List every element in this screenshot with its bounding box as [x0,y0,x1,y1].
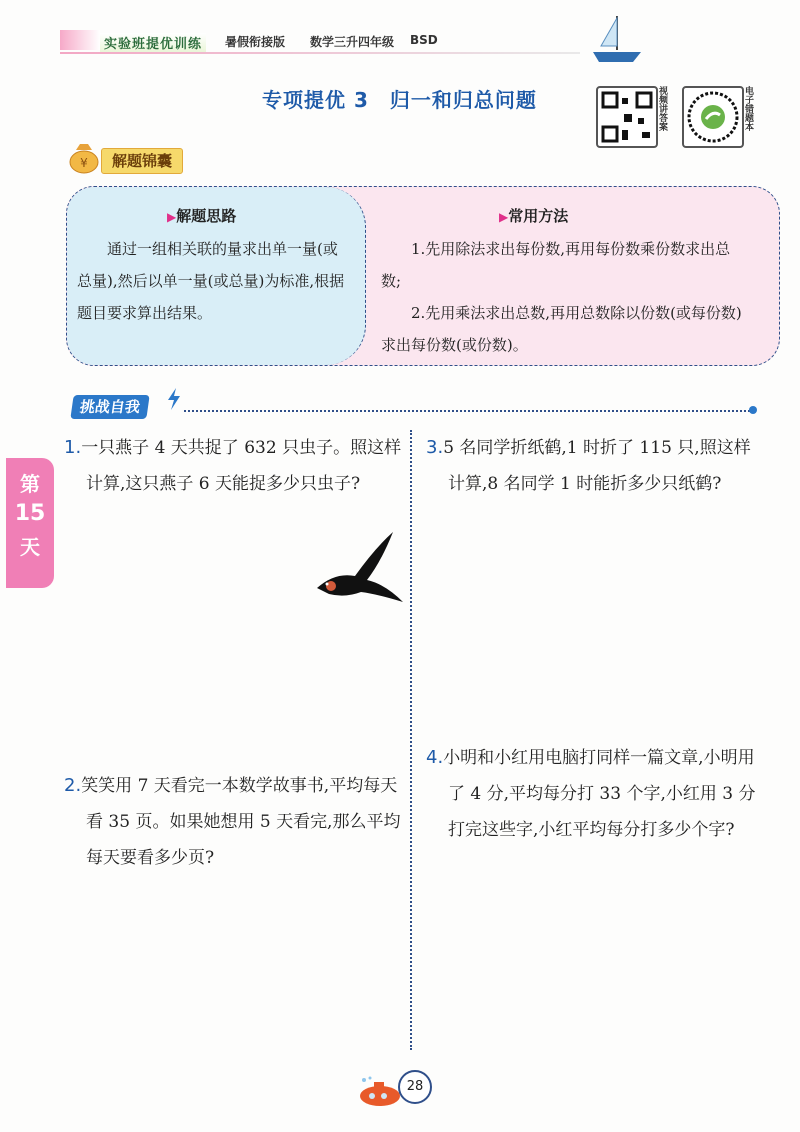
book-publisher: BSD [410,33,438,47]
book-edition: 暑假衔接版 [225,35,286,49]
tips-method-2: 2.先用乘法求出总数,再用总数除以份数(或每份数)求出每份数(或份数)。 [381,304,742,354]
question-text: 一只燕子 4 天共捉了 632 只虫子。照这样计算,这只燕子 6 天能捉多少只虫子? [81,438,402,494]
book-brand: 实验班提优训练 [100,33,206,52]
day-tab [6,458,54,588]
triangle-icon: ▶ [167,210,177,224]
money-bag-icon [66,138,102,174]
question-text: 小明和小红用电脑打同样一篇文章,小明用了 4 分,平均每分打 33 个字,小红用 3 分打完这些字,小红平均每分打多少个字? [443,748,756,840]
question-number: 1. [64,437,82,458]
day-tab-number: 15 [14,501,46,526]
section-divider [184,410,750,412]
mini-program-code-icon [684,88,742,146]
page-title: 专项提优 3 归一和归总问题 [262,88,537,112]
tips-right-heading [499,205,568,226]
challenge-badge: 挑战自我 [70,395,149,419]
day-tab-line3: 天 [20,535,40,559]
day-tab-line1: 第 [20,472,40,496]
question-1 [64,430,402,502]
tips-left-heading [167,205,236,226]
triangle-icon: ▶ [499,210,509,224]
tips-left-panel [67,187,366,365]
question-text: 5 名同学折纸鹤,1 时折了 115 只,照这样计算,8 名同学 1 时能折多少只纸鹤? [443,438,751,494]
question-number: 4. [426,747,444,768]
tips-right-heading-text: 常用方法 [508,207,569,225]
tips-left-heading-text: 解题思路 [176,207,237,225]
qr-label-video: 视频讲答案 [657,86,667,131]
tips-left-body: 通过一组相关联的量求出单一量(或总量),然后以单一量(或总量)为标准,根据题目要求算出结果。 [77,240,345,322]
question-2 [64,768,402,876]
sailboat-icon [585,12,645,64]
column-divider [410,430,412,1050]
svg-text:¥: ¥ [80,156,88,170]
question-number: 3. [426,437,444,458]
qr-label-mistakes: 电子错题本 [743,86,753,131]
tips-badge: 解题锦囊 [101,148,183,174]
tips-method-1: 1.先用除法求出每份数,再用每份数乘份数求出总数; [381,240,731,290]
question-4 [426,740,766,848]
question-number: 2. [64,775,82,796]
swallow-icon [315,528,405,610]
question-text: 笑笑用 7 天看完一本数学故事书,平均每天看 35 页。如果她想用 5 天看完,那么平均每天要看多少页? [81,776,401,868]
header-divider [60,52,580,54]
dot-icon [748,405,758,415]
tips-box [66,186,780,366]
lightning-icon [166,388,182,410]
question-3 [426,430,766,502]
page-number: 28 [398,1070,432,1104]
qr-code-video[interactable] [596,86,658,148]
qr-code-mistakes[interactable] [682,86,744,148]
book-subject: 数学三升四年级 [310,35,395,49]
header-accent [60,30,100,50]
qr-pattern-icon [598,88,656,146]
